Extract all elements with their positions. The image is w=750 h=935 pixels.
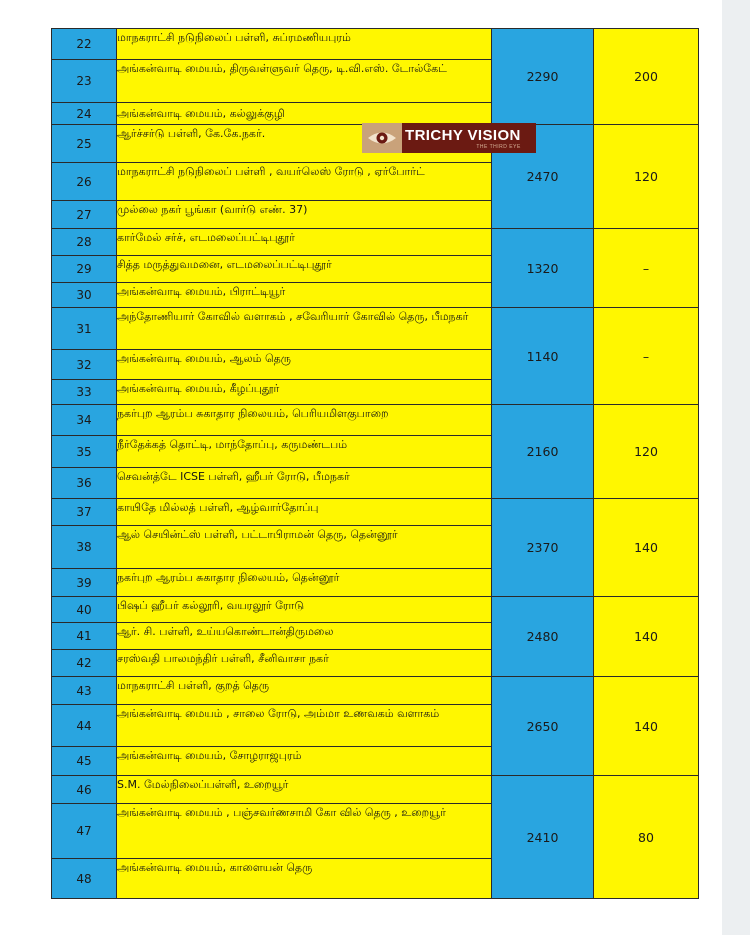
row-number: 41: [52, 623, 117, 650]
row-number: 38: [52, 526, 117, 569]
location-cell: அங்கன்வாடி மையம் , பஞ்சவர்ணசாமி கோ வில் தெரு , உறையூர்: [117, 804, 492, 859]
row-number: 45: [52, 747, 117, 776]
table-row: [52, 308, 699, 350]
row-number: 25: [52, 125, 117, 163]
location-cell: காயிதே மில்லத் பள்ளி, ஆழ்வார்தோப்பு: [117, 499, 492, 526]
table-row: [52, 677, 699, 705]
table-row: [52, 597, 699, 623]
row-number: 39: [52, 569, 117, 597]
row-number: 42: [52, 650, 117, 677]
location-cell: அங்கன்வாடி மையம், பிராட்டியூர்: [117, 283, 492, 308]
location-cell: சரஸ்வதி பாலமந்திர் பள்ளி, சீனிவாசா நகர்: [117, 650, 492, 677]
row-number: 43: [52, 677, 117, 705]
row-number: 23: [52, 60, 117, 103]
location-cell: சித்த மருத்துவமனை, எடமலைப்பட்டிபுதூர்: [117, 256, 492, 283]
row-number: 46: [52, 776, 117, 804]
location-cell: அங்கன்வாடி மையம், கல்லுக்குழி: [117, 103, 492, 125]
table-row: [52, 229, 699, 256]
location-cell: அங்கன்வாடி மையம், ஆலம் தெரு: [117, 350, 492, 380]
location-cell: கார்மேல் சர்ச், எடமலைப்பட்டிபுதூர்: [117, 229, 492, 256]
row-number: 32: [52, 350, 117, 380]
location-cell: மாநகராட்சி பள்ளி, குறத் தெரு: [117, 677, 492, 705]
vaccination-centers-table: [51, 28, 699, 899]
population-cell: 2290: [492, 29, 594, 125]
location-cell: செவன்த்டே ICSE பள்ளி, ஹீபர் ரோடு, பீமநகர்: [117, 468, 492, 499]
location-cell: பிஷப் ஹீபர் கல்லூரி, வயரலூர் ரோடு: [117, 597, 492, 623]
row-number: 33: [52, 380, 117, 405]
location-cell: நகர்புற ஆரம்ப சுகாதார நிலையம், தென்னூர்: [117, 569, 492, 597]
row-number: 22: [52, 29, 117, 60]
row-number: 35: [52, 436, 117, 468]
row-number: 34: [52, 405, 117, 436]
count-cell: 200: [594, 29, 699, 125]
row-number: 29: [52, 256, 117, 283]
table-row: [52, 405, 699, 436]
location-cell: ஆர். சி. பள்ளி, உய்யகொண்டான்திருமலை: [117, 623, 492, 650]
row-number: 28: [52, 229, 117, 256]
count-cell: 120: [594, 125, 699, 229]
count-cell: –: [594, 308, 699, 405]
count-cell: 140: [594, 499, 699, 597]
row-number: 26: [52, 163, 117, 201]
location-cell: மாநகராட்சி நடுநிலைப் பள்ளி , வயர்லெஸ் ரோடு , ஏர்போர்ட்: [117, 163, 492, 201]
row-number: 37: [52, 499, 117, 526]
table-row: [52, 499, 699, 526]
location-cell: அங்கன்வாடி மையம், திருவள்ளுவர் தெரு, டி.வி.எஸ். டோல்கேட்: [117, 60, 492, 103]
row-number: 36: [52, 468, 117, 499]
location-cell: அங்கன்வாடி மையம், காளையன் தெரு: [117, 859, 492, 899]
location-cell: ஆல் செயின்ட்ஸ் பள்ளி, பட்டாபிராமன் தெரு, தென்னூர்: [117, 526, 492, 569]
right-margin-strip: [722, 0, 750, 935]
count-cell: 80: [594, 776, 699, 899]
location-cell: நீர்தேக்கத் தொட்டி, மாந்தோப்பு, கருமண்டபம்: [117, 436, 492, 468]
population-cell: 1320: [492, 229, 594, 308]
population-cell: 1140: [492, 308, 594, 405]
location-cell: அங்கன்வாடி மையம், சோழராஜபுரம்: [117, 747, 492, 776]
row-number: 27: [52, 201, 117, 229]
population-cell: 2160: [492, 405, 594, 499]
location-cell: மாநகராட்சி நடுநிலைப் பள்ளி, சுப்ரமணியபுரம்: [117, 29, 492, 60]
count-cell: –: [594, 229, 699, 308]
location-cell: ஆர்ச்சர்டு பள்ளி, கே.கே.நகர்.: [117, 125, 492, 163]
population-cell: 2470: [492, 125, 594, 229]
count-cell: 140: [594, 677, 699, 776]
watermark-tagline: THE THIRD EYE: [476, 143, 521, 150]
table-row: [52, 29, 699, 60]
location-cell: முல்லை நகர் பூங்கா (வார்டு எண். 37): [117, 201, 492, 229]
location-cell: அங்கன்வாடி மையம் , சாலை ரோடு, அம்மா உணவகம் வளாகம்: [117, 705, 492, 747]
row-number: 47: [52, 804, 117, 859]
location-cell: நகர்புற ஆரம்ப சுகாதார நிலையம், பெரியமிளகுபாறை: [117, 405, 492, 436]
location-cell: அங்கன்வாடி மையம், கீழப்புதூர்: [117, 380, 492, 405]
watermark-title: TRICHY VISION: [405, 126, 521, 144]
trichy-vision-watermark: [362, 123, 536, 153]
location-cell: அந்தோணியார் கோவில் வளாகம் , சவேரியார் கோவில் தெரு, பீமநகர்: [117, 308, 492, 350]
population-cell: 2370: [492, 499, 594, 597]
location-cell: S.M. மேல்நிலைப்பள்ளி, உறையூர்: [117, 776, 492, 804]
population-cell: 2480: [492, 597, 594, 677]
row-number: 24: [52, 103, 117, 125]
row-number: 30: [52, 283, 117, 308]
count-cell: 120: [594, 405, 699, 499]
population-cell: 2410: [492, 776, 594, 899]
row-number: 44: [52, 705, 117, 747]
row-number: 48: [52, 859, 117, 899]
population-cell: 2650: [492, 677, 594, 776]
row-number: 40: [52, 597, 117, 623]
row-number: 31: [52, 308, 117, 350]
eye-logo-icon: [362, 123, 402, 153]
count-cell: 140: [594, 597, 699, 677]
table-row: [52, 776, 699, 804]
